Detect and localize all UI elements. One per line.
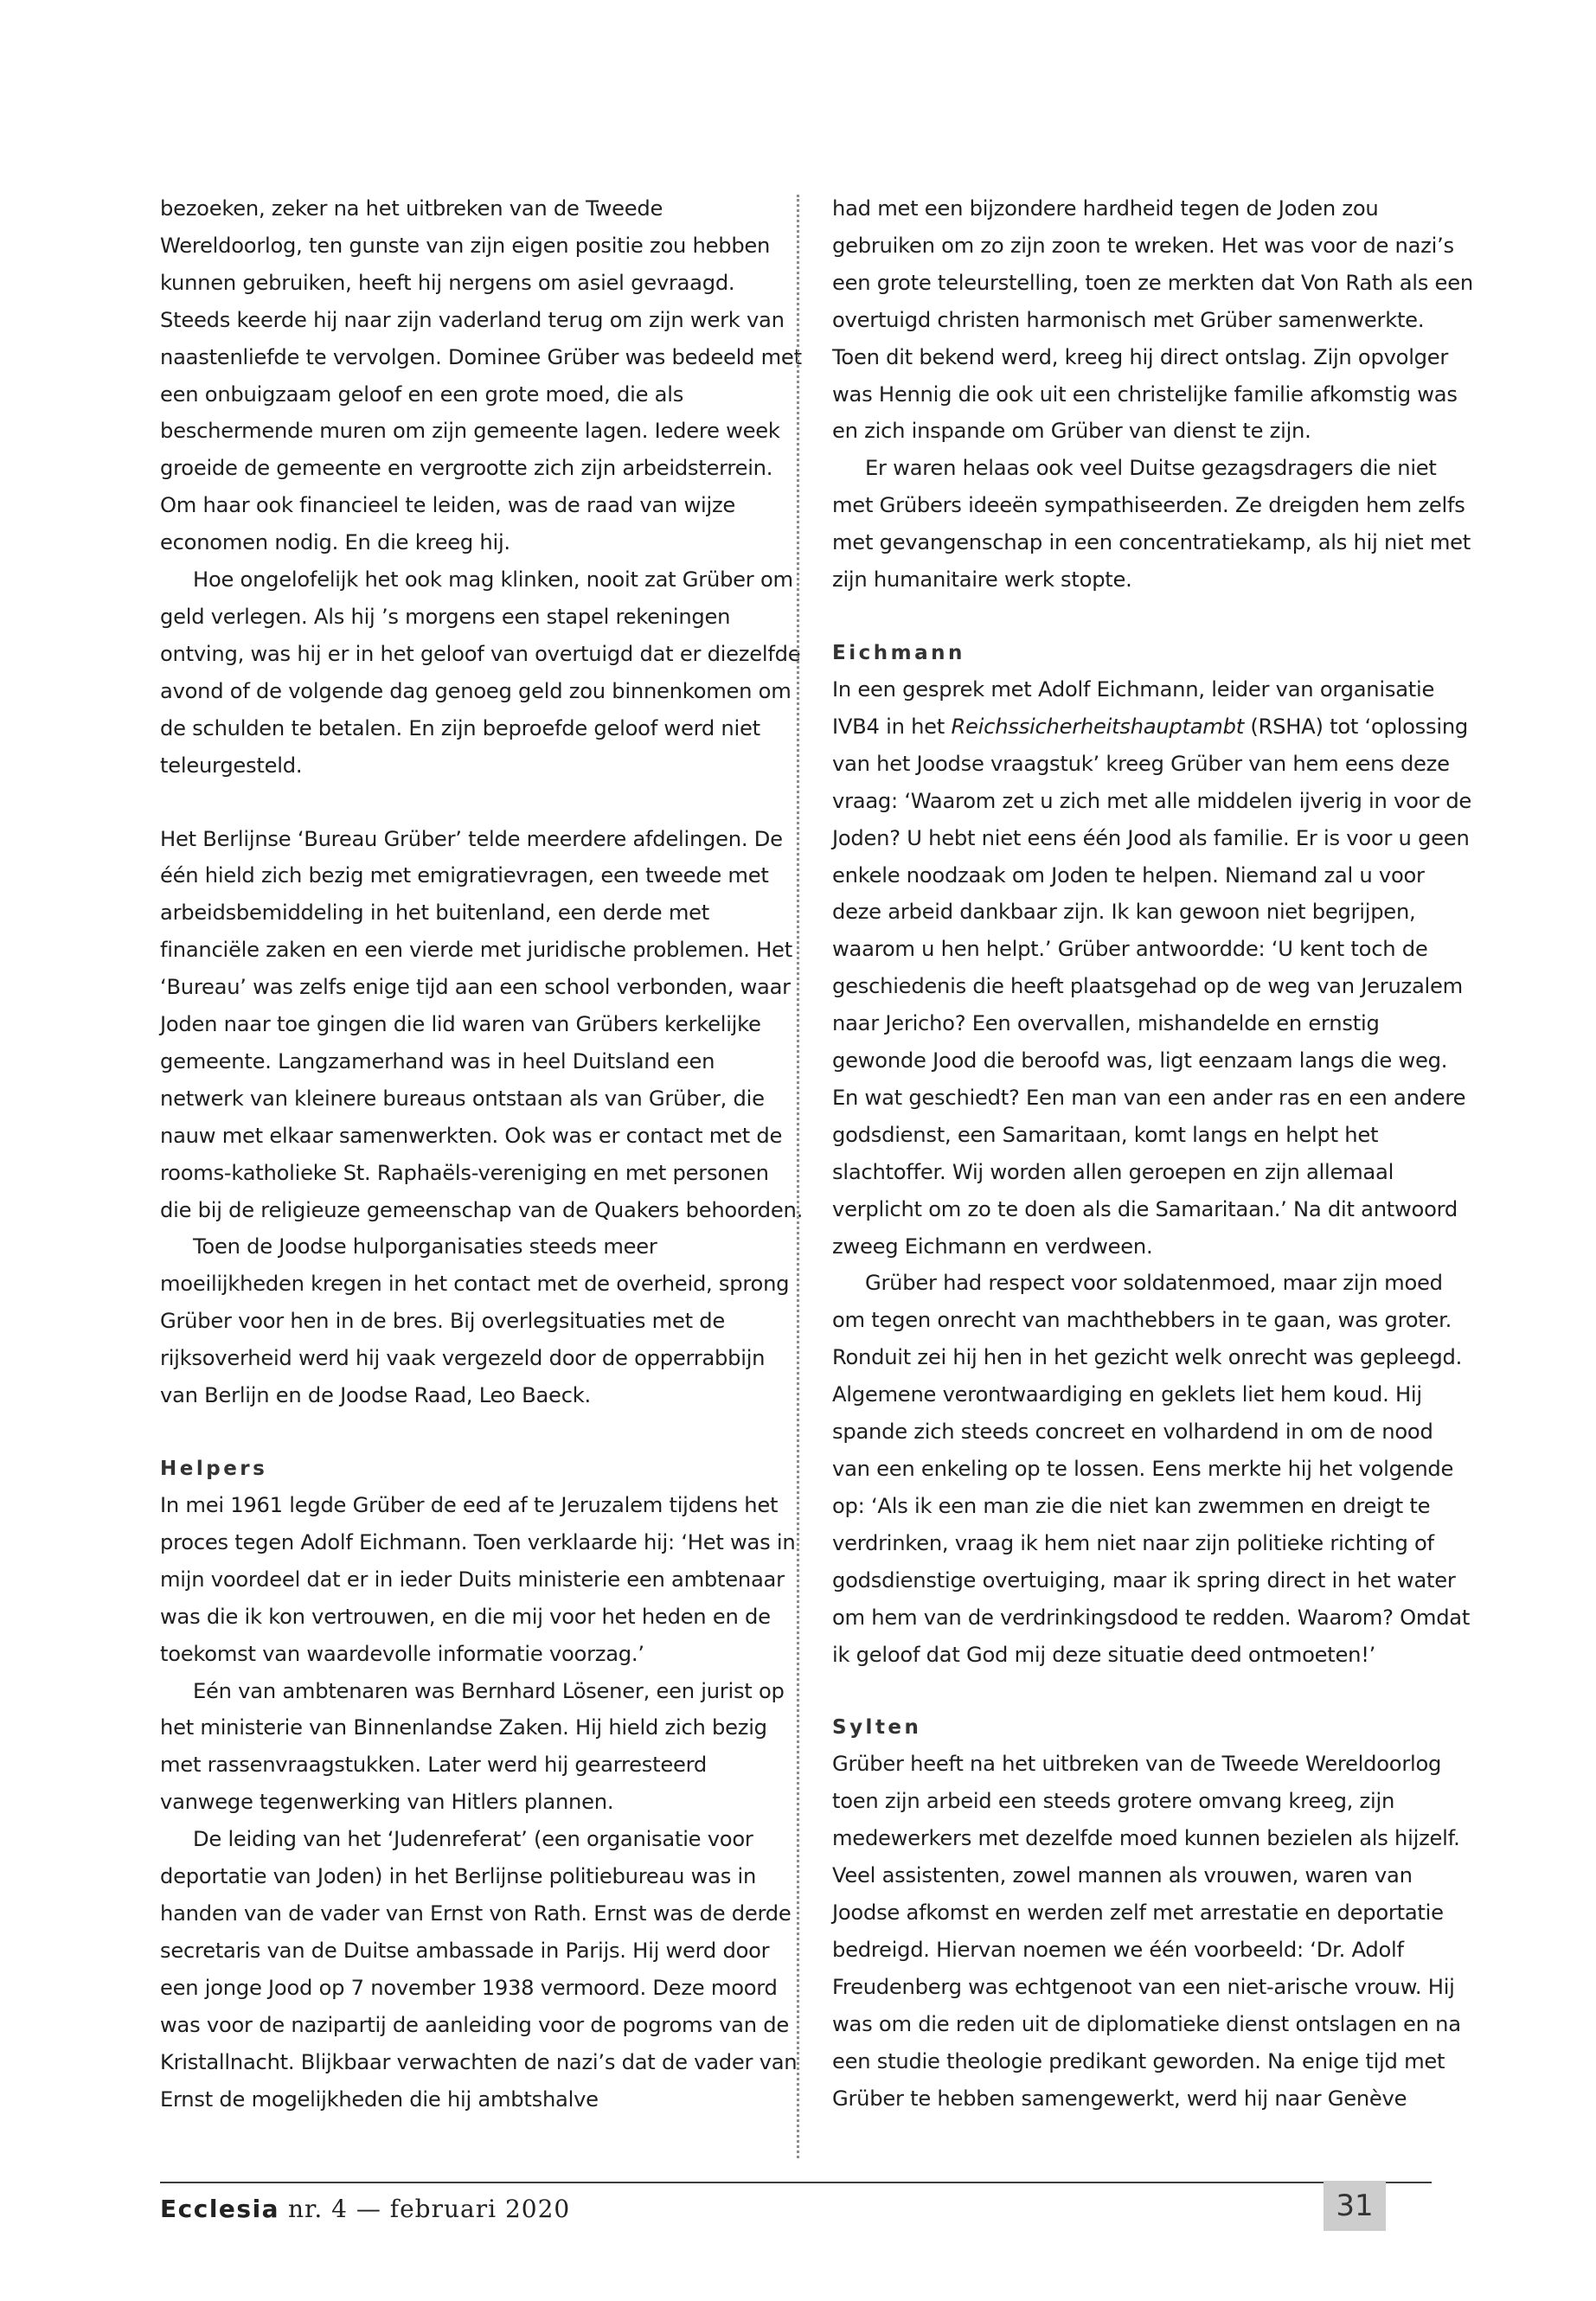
section-gap (832, 1673, 1477, 1709)
right-paragraph-5: Grüber heeft na het uitbreken van de Tweede Wereldoorlog toen zijn arbeid een steeds grotere omvang kreeg, zijn medewerkers met dezelfde moed kunnen bezielen als hijzelf. Veel assistenten, zowel mannen als vrouwen, waren van Joodse afkomst en werden zelf met arrestatie en deportatie bedreigd. Hiervan noemen we één voorbeeld: ‘Dr. Adolf Freudenberg was echtgenoot van een niet-arische vrouw. Hij was om die reden uit de diplomatieke dienst ontslagen en na een studie theologie predikant geworden. Na enige tijd met Grüber te hebben samengewerkt, werd hij naar Genève (832, 1752, 1461, 2111)
right-paragraph-4: Grüber had respect voor soldatenmoed, maar zijn moed om tegen onrecht van machthebbers in te gaan, was groter. Ronduit zei hij hen in het gezicht welk onrecht was gepleegd. Algemene verontwaardiging en geklets liet hem koud. Hij spande zich steeds concreet en volhardend in om de nood van een enkeling op te lossen. Eens merkte hij het volgende op: ‘Als ik een man zie die niet kan zwemmen en dreigt te verdrinken, vraag ik hem niet naar zijn politieke richting of godsdienstige overtuiging, maar ik spring direct in het water om hem van de verdrinkingsdood te redden. Waarom? Omdat ik geloof dat God mij deze situatie deed ontmoeten!’ (832, 1271, 1471, 1667)
left-paragraph-3: Het Berlijnse ‘Bureau Grüber’ telde meerdere afdelingen. De één hield zich bezig met emigratievragen, een tweede met arbeidsbemiddeling in het buitenland, een derde met financiële zaken en een vierde met juridische problemen. Het ‘Bureau’ was zelfs enige tijd aan een school verbonden, waar Joden naar toe gingen die lid waren van Grübers kerkelijke gemeente. Langzamerhand was in heel Duitsland een netwerk van kleinere bureaus ontstaan als van Grüber, die nauw met elkaar samenwerkten. Ook was er contact met de rooms-katholieke St. Raphaëls-vereniging en met personen die bij de religieuze gemeenschap van de Quakers behoorden. (160, 826, 804, 1222)
heading-sylten: Sylten (832, 1716, 922, 1740)
italic-term: Reichssicherheitshauptambt (951, 714, 1244, 739)
right-paragraph-1: had met een bijzondere hardheid tegen de Joden zou gebruiken om zo zijn zoon te wreken. Het was voor de nazi’s een grote teleurstelling, toen ze merkten dat Von Rath als een overtuigd christen harmonisch met Grüber samenwerkte. Toen dit bekend werd, kreeg hij direct ontslag. Zijn opvolger was Hennig die ook uit een christelijke familie afkomstig was en zich inspande om Grüber van dienst te zijn. (832, 196, 1473, 444)
left-paragraph-6: Eén van ambtenaren was Bernhard Lösener, een jurist op het ministerie van Binnenlandse Zaken. Hij hield zich bezig met rassenvraagstukken. Later werd hij gearresteerd vanwege tegenwerking van Hitlers plannen. (160, 1678, 785, 1815)
left-paragraph-7: De leiding van het ‘Judenreferat’ (een organisatie voor deportatie van Joden) in het Berlijnse politiebureau was in handen van de vader van Ernst von Rath. Ernst was de derde secretaris van de Duitse ambassade in Parijs. Hij werd door een jonge Jood op 7 november 1938 vermoord. Deze moord was voor de nazipartij de aanleiding voor de pogroms van de Kristallnacht. Blijkbaar verwachten de nazi’s dat de vader van Ernst de mogelijkheden die hij ambtshalve (160, 1827, 798, 2112)
left-paragraph-5: In mei 1961 legde Grüber de eed af te Jeruzalem tijdens het proces tegen Adolf Eichmann. Toen verklaarde hij: ‘Het was in mijn voordeel dat er in ieder Duits ministerie een ambtenaar was die ik kon vertrouwen, en die mij voor het heden en de toekomst van waardevolle informatie voorzag.’ (160, 1493, 796, 1666)
column-divider (797, 195, 799, 2158)
heading-eichmann: Eichmann (832, 641, 965, 664)
heading-helpers: Helpers (160, 1458, 268, 1480)
paragraph-gap (160, 785, 804, 821)
left-paragraph-4: Toen de Joodse hulporganisaties steeds meer moeilijkheden kregen in het contact met de overheid, sprong Grüber voor hen in de bres. Bij overlegsituaties met de rijksoverheid werd hij vaak vergezeld door de opperrabbijn van Berlijn en de Joodse Raad, Leo Baeck. (160, 1234, 790, 1408)
paragraph-text: (RSHA) tot ‘oplossing van het Joodse vraagstuk’ kreeg Grüber van hem eens deze vraag: ‘Waarom zet u zich met alle middelen ijverig in voor de Joden? U hebt niet eens één Jood als familie. Er is voor u geen enkele noodzaak om Joden te helpen. Niemand zal u voor deze arbeid dankbaar zijn. Ik kan gewoon niet begrijpen, waarom u hen helpt.’ Grüber antwoordde: ‘U kent toch de geschiedenis die heeft plaatsgehad op de weg van Jeruzalem naar Jericho? Een overvallen, mishandelde en ernstig gewonde Jood die beroofd was, ligt eenzaam langs die weg. En wat geschiedt? Een man van een ander ras en een andere godsdienst, een Samaritaan, komt langs en helpt het slachtoffer. Wij worden allen geroepen en zijn allemaal verplicht om zo te doen als die Samaritaan.’ Na dit antwoord zweeg Eichmann en verdween. (832, 714, 1472, 1259)
left-paragraph-2: Hoe ongelofelijk het ook mag klinken, nooit zat Grüber om geld verlegen. Als hij ’s morgens een stapel rekeningen ontving, was hij er in het geloof van overtuigd dat er diezelfde avond of de volgende dag genoeg geld zou binnenkomen om de schulden te betalen. En zijn beproefde geloof werd niet teleurgesteld. (160, 567, 801, 778)
section-gap (160, 1414, 804, 1451)
magazine-name: Ecclesia (160, 2195, 280, 2223)
paragraph-text: In een gesprek met Adolf Eichmann, leider van organisatie IVB4 in het (832, 676, 1435, 739)
issue-info: nr. 4 — februari 2020 (287, 2195, 571, 2223)
left-paragraph-1: bezoeken, zeker na het uitbreken van de Tweede Wereldoorlog, ten gunste van zijn eigen positie zou hebben kunnen gebruiken, heeft hij nergens om asiel gevraagd. Steeds keerde hij naar zijn vaderland terug om zijn werk van naastenliefde te vervolgen. Dominee Grüber was bedeeld met een onbuigzaam geloof en een grote moed, die als beschermende muren om zijn gemeente lagen. Iedere week groeide de gemeente en vergrootte zich zijn arbeidsterrein. Om haar ook financieel te leiden, was de raad van wijze economen nodig. En die kreeg hij. (160, 196, 802, 555)
footer-rule (160, 2182, 1432, 2183)
footer-masthead (160, 2190, 570, 2228)
right-paragraph-3 (832, 671, 1477, 1266)
right-column (832, 190, 1477, 2118)
right-paragraph-2: Er waren helaas ook veel Duitse gezagsdragers die niet met Grübers ideeën sympathiseerden. Ze dreigden hem zelfs met gevangenschap in een concentratiekamp, als hij niet met zijn humanitaire werk stopte. (832, 456, 1471, 593)
page-number: 31 (1324, 2181, 1386, 2231)
left-column (160, 190, 804, 2118)
section-gap (832, 599, 1477, 635)
